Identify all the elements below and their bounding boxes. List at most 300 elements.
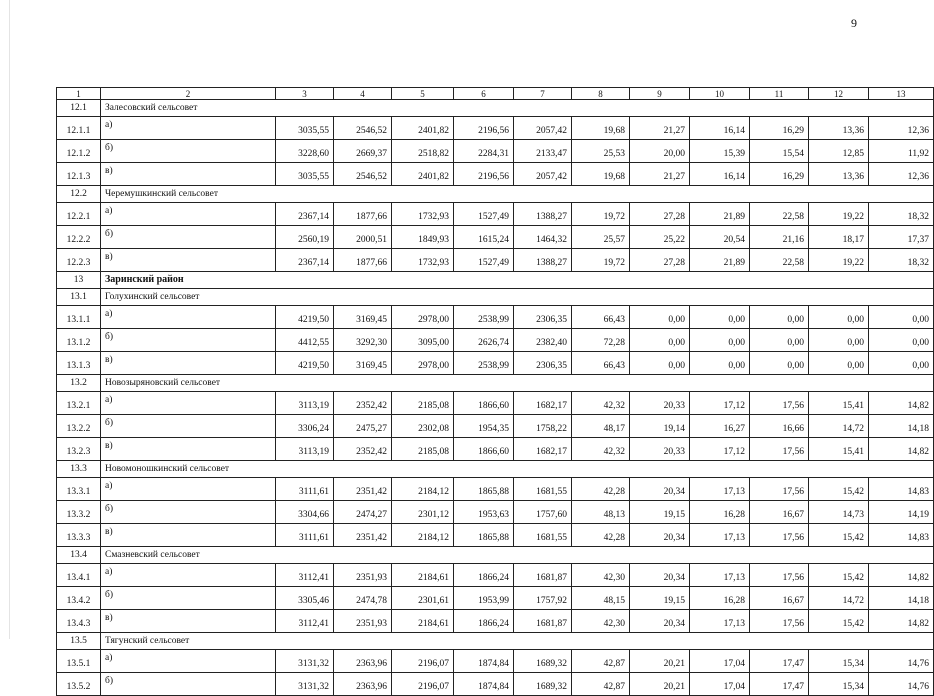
value-cell: 21,89	[690, 203, 750, 226]
value-cell: 2367,14	[276, 249, 334, 272]
section-row	[57, 633, 934, 650]
column-header: 6	[454, 88, 514, 100]
value-cell: 1615,24	[454, 226, 514, 249]
value-cell: 3169,45	[334, 306, 392, 329]
value-cell: 17,56	[750, 438, 809, 461]
table-row	[57, 610, 934, 633]
value-cell: 1681,55	[514, 478, 572, 501]
value-cell: 3304,66	[276, 501, 334, 524]
table-row	[57, 392, 934, 415]
value-cell: 4412,55	[276, 329, 334, 352]
value-cell: 2382,40	[514, 329, 572, 352]
value-cell: 1758,22	[514, 415, 572, 438]
scan-edge-line	[9, 0, 10, 639]
value-cell: 2474,27	[334, 501, 392, 524]
row-label: в)	[101, 163, 276, 186]
row-label: в)	[101, 352, 276, 375]
value-cell: 17,47	[750, 650, 809, 673]
value-cell: 14,18	[869, 415, 934, 438]
table-row	[57, 587, 934, 610]
row-label: б)	[101, 501, 276, 524]
value-cell: 20,34	[630, 524, 690, 547]
value-cell: 15,39	[690, 140, 750, 163]
value-cell: 42,28	[572, 478, 630, 501]
value-cell: 2184,61	[392, 610, 454, 633]
value-cell: 2546,52	[334, 163, 392, 186]
value-cell: 1865,88	[454, 478, 514, 501]
value-cell: 14,73	[809, 501, 869, 524]
value-cell: 48,13	[572, 501, 630, 524]
value-cell: 15,42	[809, 524, 869, 547]
row-code: 13.3.3	[57, 524, 101, 547]
column-header: 12	[809, 88, 869, 100]
value-cell: 15,34	[809, 650, 869, 673]
value-cell: 3111,61	[276, 524, 334, 547]
row-label: в)	[101, 249, 276, 272]
column-header: 1	[57, 88, 101, 100]
value-cell: 42,30	[572, 564, 630, 587]
value-cell: 2196,07	[392, 673, 454, 696]
value-cell: 3305,46	[276, 587, 334, 610]
row-code: 12.1.3	[57, 163, 101, 186]
row-code: 12.1	[57, 100, 101, 117]
header-row	[57, 88, 934, 100]
value-cell: 15,42	[809, 478, 869, 501]
row-code: 13.2	[57, 375, 101, 392]
row-code: 13.1.2	[57, 329, 101, 352]
value-cell: 0,00	[630, 352, 690, 375]
section-row	[57, 375, 934, 392]
value-cell: 2351,42	[334, 524, 392, 547]
row-label: б)	[101, 415, 276, 438]
column-header: 13	[869, 88, 934, 100]
value-cell: 15,54	[750, 140, 809, 163]
value-cell: 42,87	[572, 650, 630, 673]
value-cell: 17,13	[690, 524, 750, 547]
row-label: а)	[101, 478, 276, 501]
column-header: 4	[334, 88, 392, 100]
value-cell: 19,22	[809, 249, 869, 272]
value-cell: 17,56	[750, 392, 809, 415]
column-header: 3	[276, 88, 334, 100]
value-cell: 2538,99	[454, 352, 514, 375]
value-cell: 0,00	[809, 306, 869, 329]
value-cell: 19,72	[572, 203, 630, 226]
value-cell: 17,47	[750, 673, 809, 696]
table-row	[57, 478, 934, 501]
value-cell: 16,29	[750, 163, 809, 186]
value-cell: 0,00	[630, 306, 690, 329]
value-cell: 3113,19	[276, 392, 334, 415]
value-cell: 66,43	[572, 352, 630, 375]
value-cell: 2185,08	[392, 438, 454, 461]
table-row	[57, 438, 934, 461]
value-cell: 16,66	[750, 415, 809, 438]
value-cell: 25,22	[630, 226, 690, 249]
value-cell: 42,28	[572, 524, 630, 547]
row-code: 13.2.3	[57, 438, 101, 461]
row-label: а)	[101, 392, 276, 415]
value-cell: 19,68	[572, 163, 630, 186]
value-cell: 17,56	[750, 478, 809, 501]
value-cell: 2302,08	[392, 415, 454, 438]
value-cell: 3306,24	[276, 415, 334, 438]
value-cell: 16,14	[690, 117, 750, 140]
value-cell: 2306,35	[514, 306, 572, 329]
value-cell: 1527,49	[454, 203, 514, 226]
row-code: 13.5	[57, 633, 101, 650]
value-cell: 17,12	[690, 438, 750, 461]
row-code: 13.4.1	[57, 564, 101, 587]
row-label: а)	[101, 306, 276, 329]
section-name: Черемушкинский сельсовет	[101, 186, 934, 203]
value-cell: 17,13	[690, 610, 750, 633]
value-cell: 27,28	[630, 249, 690, 272]
value-cell: 16,29	[750, 117, 809, 140]
value-cell: 2057,42	[514, 117, 572, 140]
value-cell: 48,15	[572, 587, 630, 610]
value-cell: 2401,82	[392, 117, 454, 140]
value-cell: 14,76	[869, 650, 934, 673]
value-cell: 21,89	[690, 249, 750, 272]
row-code: 13.5.1	[57, 650, 101, 673]
row-label: в)	[101, 438, 276, 461]
value-cell: 16,67	[750, 587, 809, 610]
value-cell: 0,00	[750, 306, 809, 329]
row-code: 13.3	[57, 461, 101, 478]
value-cell: 0,00	[869, 306, 934, 329]
row-code: 13.4.3	[57, 610, 101, 633]
row-code: 12.2.2	[57, 226, 101, 249]
value-cell: 0,00	[869, 329, 934, 352]
table-row	[57, 203, 934, 226]
row-code: 12.1.1	[57, 117, 101, 140]
value-cell: 13,36	[809, 117, 869, 140]
value-cell: 3292,30	[334, 329, 392, 352]
column-header: 8	[572, 88, 630, 100]
value-cell: 14,18	[869, 587, 934, 610]
value-cell: 15,42	[809, 564, 869, 587]
value-cell: 1874,84	[454, 650, 514, 673]
value-cell: 0,00	[690, 306, 750, 329]
value-cell: 17,04	[690, 673, 750, 696]
value-cell: 66,43	[572, 306, 630, 329]
value-cell: 0,00	[690, 352, 750, 375]
value-cell: 20,54	[690, 226, 750, 249]
table-row	[57, 501, 934, 524]
value-cell: 12,85	[809, 140, 869, 163]
value-cell: 22,58	[750, 249, 809, 272]
section-name: Залесовский сельсовет	[101, 100, 934, 117]
table-body	[57, 88, 934, 696]
value-cell: 2196,56	[454, 163, 514, 186]
value-cell: 17,56	[750, 524, 809, 547]
value-cell: 16,28	[690, 587, 750, 610]
value-cell: 14,82	[869, 564, 934, 587]
row-label: а)	[101, 117, 276, 140]
value-cell: 2351,93	[334, 564, 392, 587]
value-cell: 14,82	[869, 438, 934, 461]
table-row	[57, 140, 934, 163]
row-code: 13.4	[57, 547, 101, 564]
table-row	[57, 650, 934, 673]
value-cell: 2184,12	[392, 524, 454, 547]
section-row	[57, 100, 934, 117]
value-cell: 72,28	[572, 329, 630, 352]
row-label: а)	[101, 203, 276, 226]
value-cell: 2560,19	[276, 226, 334, 249]
value-cell: 2196,56	[454, 117, 514, 140]
value-cell: 20,33	[630, 438, 690, 461]
section-row	[57, 289, 934, 306]
value-cell: 17,37	[869, 226, 934, 249]
value-cell: 2401,82	[392, 163, 454, 186]
value-cell: 2367,14	[276, 203, 334, 226]
value-cell: 20,34	[630, 564, 690, 587]
value-cell: 2352,42	[334, 438, 392, 461]
value-cell: 18,32	[869, 203, 934, 226]
value-cell: 2351,93	[334, 610, 392, 633]
value-cell: 1849,93	[392, 226, 454, 249]
row-label: б)	[101, 226, 276, 249]
value-cell: 2474,78	[334, 587, 392, 610]
value-cell: 1464,32	[514, 226, 572, 249]
column-header: 10	[690, 88, 750, 100]
table-row	[57, 564, 934, 587]
row-code: 13.4.2	[57, 587, 101, 610]
value-cell: 3113,19	[276, 438, 334, 461]
value-cell: 0,00	[750, 352, 809, 375]
section-name: Новозыряновский сельсовет	[101, 375, 934, 392]
section-name: Смазневский сельсовет	[101, 547, 934, 564]
value-cell: 3112,41	[276, 564, 334, 587]
row-code: 12.2.3	[57, 249, 101, 272]
value-cell: 19,68	[572, 117, 630, 140]
value-cell: 21,27	[630, 163, 690, 186]
value-cell: 42,32	[572, 438, 630, 461]
value-cell: 12,36	[869, 163, 934, 186]
value-cell: 19,14	[630, 415, 690, 438]
value-cell: 1689,32	[514, 650, 572, 673]
column-header: 7	[514, 88, 572, 100]
value-cell: 22,58	[750, 203, 809, 226]
tariff-table	[56, 87, 934, 696]
value-cell: 2538,99	[454, 306, 514, 329]
table-row	[57, 329, 934, 352]
value-cell: 12,36	[869, 117, 934, 140]
value-cell: 1388,27	[514, 249, 572, 272]
value-cell: 2306,35	[514, 352, 572, 375]
value-cell: 1682,17	[514, 438, 572, 461]
value-cell: 1866,24	[454, 610, 514, 633]
value-cell: 17,12	[690, 392, 750, 415]
value-cell: 1865,88	[454, 524, 514, 547]
value-cell: 1681,87	[514, 564, 572, 587]
value-cell: 3131,32	[276, 650, 334, 673]
district-row	[57, 272, 934, 289]
section-name: Новомоношкинский сельсовет	[101, 461, 934, 478]
value-cell: 17,13	[690, 478, 750, 501]
value-cell: 14,72	[809, 587, 869, 610]
table-row	[57, 117, 934, 140]
value-cell: 20,34	[630, 478, 690, 501]
value-cell: 1866,24	[454, 564, 514, 587]
value-cell: 19,15	[630, 501, 690, 524]
value-cell: 2669,37	[334, 140, 392, 163]
value-cell: 3111,61	[276, 478, 334, 501]
value-cell: 42,32	[572, 392, 630, 415]
value-cell: 1874,84	[454, 673, 514, 696]
row-label: в)	[101, 524, 276, 547]
value-cell: 17,04	[690, 650, 750, 673]
value-cell: 42,30	[572, 610, 630, 633]
value-cell: 21,16	[750, 226, 809, 249]
value-cell: 1681,55	[514, 524, 572, 547]
value-cell: 1953,99	[454, 587, 514, 610]
row-code: 13.1	[57, 289, 101, 306]
value-cell: 16,67	[750, 501, 809, 524]
row-code: 12.1.2	[57, 140, 101, 163]
value-cell: 2475,27	[334, 415, 392, 438]
value-cell: 19,72	[572, 249, 630, 272]
value-cell: 14,83	[869, 524, 934, 547]
value-cell: 21,27	[630, 117, 690, 140]
value-cell: 3035,55	[276, 117, 334, 140]
value-cell: 2978,00	[392, 352, 454, 375]
value-cell: 2518,82	[392, 140, 454, 163]
page-number: 9	[851, 16, 857, 30]
value-cell: 2301,61	[392, 587, 454, 610]
value-cell: 19,15	[630, 587, 690, 610]
value-cell: 3228,60	[276, 140, 334, 163]
value-cell: 1757,92	[514, 587, 572, 610]
row-code: 13.5.2	[57, 673, 101, 696]
value-cell: 1732,93	[392, 249, 454, 272]
value-cell: 2352,42	[334, 392, 392, 415]
value-cell: 14,82	[869, 610, 934, 633]
row-code: 13.3.1	[57, 478, 101, 501]
row-label: а)	[101, 650, 276, 673]
value-cell: 18,32	[869, 249, 934, 272]
value-cell: 3035,55	[276, 163, 334, 186]
table-row	[57, 163, 934, 186]
value-cell: 27,28	[630, 203, 690, 226]
column-header: 5	[392, 88, 454, 100]
row-label: в)	[101, 610, 276, 633]
value-cell: 1757,60	[514, 501, 572, 524]
section-row	[57, 186, 934, 203]
row-label: б)	[101, 140, 276, 163]
table-row	[57, 352, 934, 375]
column-header: 2	[101, 88, 276, 100]
value-cell: 16,14	[690, 163, 750, 186]
value-cell: 2978,00	[392, 306, 454, 329]
value-cell: 20,21	[630, 673, 690, 696]
table-row	[57, 226, 934, 249]
value-cell: 2000,51	[334, 226, 392, 249]
value-cell: 2363,96	[334, 673, 392, 696]
value-cell: 3095,00	[392, 329, 454, 352]
value-cell: 0,00	[869, 352, 934, 375]
value-cell: 14,82	[869, 392, 934, 415]
value-cell: 0,00	[809, 352, 869, 375]
value-cell: 1866,60	[454, 392, 514, 415]
value-cell: 20,34	[630, 610, 690, 633]
value-cell: 0,00	[809, 329, 869, 352]
value-cell: 20,21	[630, 650, 690, 673]
value-cell: 20,00	[630, 140, 690, 163]
table-row	[57, 524, 934, 547]
value-cell: 1877,66	[334, 249, 392, 272]
value-cell: 15,41	[809, 392, 869, 415]
value-cell: 20,33	[630, 392, 690, 415]
value-cell: 14,19	[869, 501, 934, 524]
value-cell: 1527,49	[454, 249, 514, 272]
value-cell: 1866,60	[454, 438, 514, 461]
value-cell: 14,72	[809, 415, 869, 438]
value-cell: 15,42	[809, 610, 869, 633]
table-row	[57, 306, 934, 329]
value-cell: 2185,08	[392, 392, 454, 415]
value-cell: 1388,27	[514, 203, 572, 226]
value-cell: 1682,17	[514, 392, 572, 415]
value-cell: 25,53	[572, 140, 630, 163]
table-row	[57, 249, 934, 272]
value-cell: 18,17	[809, 226, 869, 249]
section-name: Тягунский сельсовет	[101, 633, 934, 650]
value-cell: 0,00	[630, 329, 690, 352]
row-code: 12.2.1	[57, 203, 101, 226]
value-cell: 11,92	[869, 140, 934, 163]
value-cell: 0,00	[750, 329, 809, 352]
value-cell: 2133,47	[514, 140, 572, 163]
value-cell: 3112,41	[276, 610, 334, 633]
value-cell: 2057,42	[514, 163, 572, 186]
table-row	[57, 415, 934, 438]
column-header: 9	[630, 88, 690, 100]
value-cell: 15,41	[809, 438, 869, 461]
row-code: 13	[57, 272, 101, 289]
row-label: б)	[101, 329, 276, 352]
value-cell: 1732,93	[392, 203, 454, 226]
value-cell: 4219,50	[276, 352, 334, 375]
value-cell: 2626,74	[454, 329, 514, 352]
row-label: а)	[101, 564, 276, 587]
value-cell: 17,13	[690, 564, 750, 587]
row-code: 13.2.1	[57, 392, 101, 415]
value-cell: 1689,32	[514, 673, 572, 696]
value-cell: 2184,61	[392, 564, 454, 587]
value-cell: 48,17	[572, 415, 630, 438]
value-cell: 3131,32	[276, 673, 334, 696]
section-row	[57, 461, 934, 478]
value-cell: 2301,12	[392, 501, 454, 524]
value-cell: 2196,07	[392, 650, 454, 673]
table-row	[57, 673, 934, 696]
value-cell: 16,27	[690, 415, 750, 438]
row-label: б)	[101, 673, 276, 696]
row-code: 13.2.2	[57, 415, 101, 438]
value-cell: 2184,12	[392, 478, 454, 501]
value-cell: 14,83	[869, 478, 934, 501]
value-cell: 1681,87	[514, 610, 572, 633]
district-name: Заринский район	[101, 272, 934, 289]
value-cell: 2284,31	[454, 140, 514, 163]
row-label: б)	[101, 587, 276, 610]
value-cell: 4219,50	[276, 306, 334, 329]
value-cell: 16,28	[690, 501, 750, 524]
section-name: Голухинский сельсовет	[101, 289, 934, 306]
